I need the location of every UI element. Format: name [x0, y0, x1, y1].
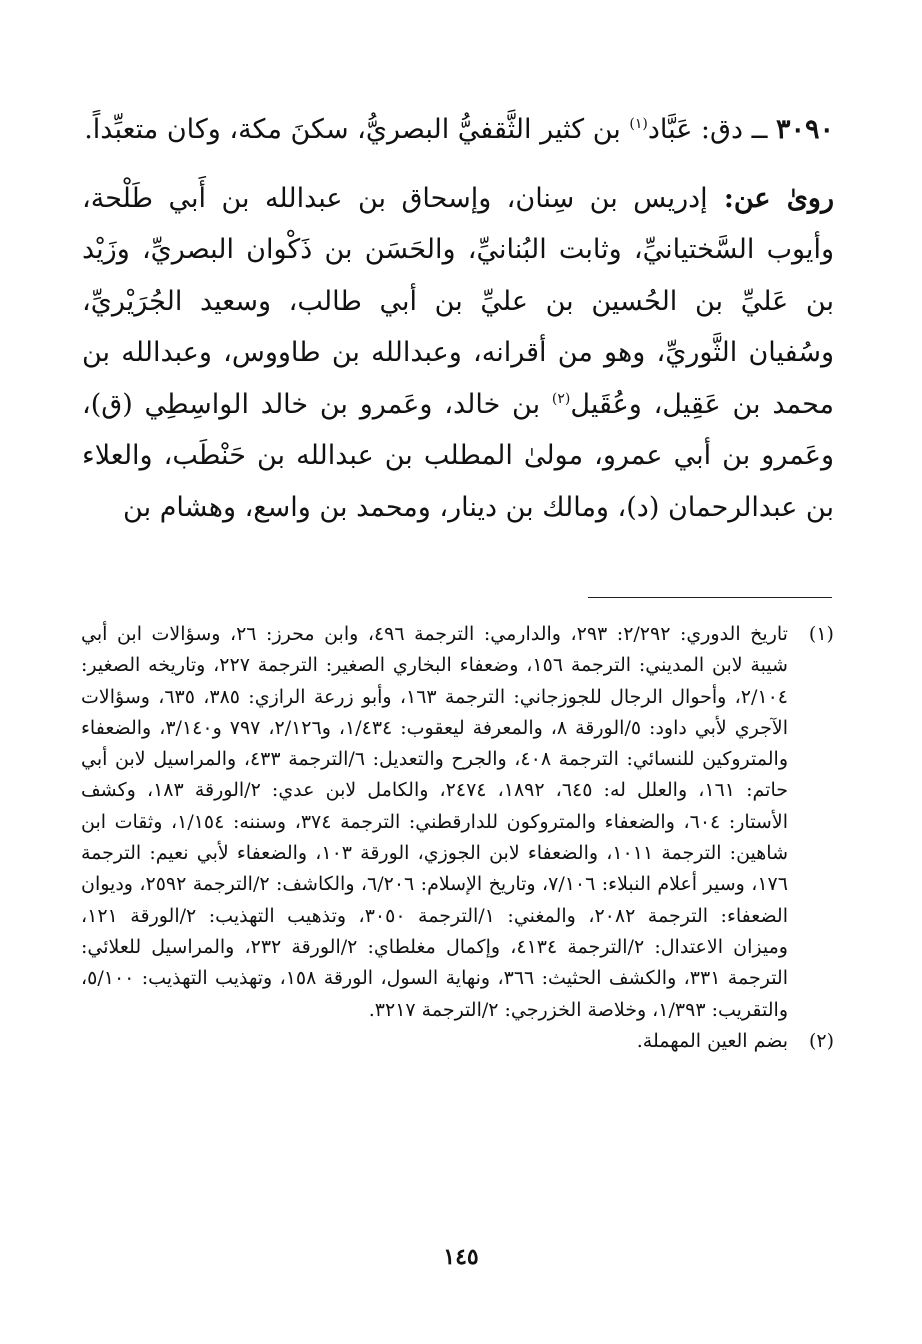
footnote-separator: [588, 597, 832, 598]
entry-heading-text: ــ دق: عَبَّاد: [647, 114, 776, 145]
narrated-from-paragraph: [82, 173, 834, 534]
entry-paragraph: [82, 104, 834, 156]
footnote-1: [81, 619, 834, 1026]
narrated-from-label: روىٰ عن:: [707, 182, 835, 214]
footnote-reference-2[interactable]: (٢): [551, 390, 571, 407]
footnote-2: [81, 1026, 834, 1057]
footnote-reference-1[interactable]: (١): [629, 116, 648, 132]
footnote-2-marker: (٢): [808, 1029, 834, 1052]
narrated-from-list-part2: بن خالد، وعَمرو بن خالد الواسِطِي (ق)، وعَمرو بن أبي عمرو، مولىٰ المطلب بن عبدالله بن حَنْطَب، والعلاء بن عبدالرحمان (د)، ومالك بن دينار، ومحمد بن واسع، وهشام بن: [82, 388, 834, 523]
footnote-2-text: بضم العين المهملة.: [636, 1029, 788, 1052]
footnote-1-text: تاريخ الدوري: ٢/٢٩٢: ٢٩٣، والدارمي: الترجمة ٤٩٦، وابن محرز: ٢٦، وسؤالات ابن أبي شيبة لابن المديني: الترجمة ١٥٦، وضعفاء البخاري الصغير: الترجمة ٢٢٧، وتاريخه الصغير: ٢/١٠٤، وأحوال الرجال للجوزجاني: الترجمة ١٦٣، وأبو زرعة الرازي: ٣٨٥، ٦٣٥، وسؤالات الآجري لأبي داود: ٥/الورقة ٨، والمعرفة ليعقوب: ١/٤٣٤، و٢/١٢٦، ٧٩٧ و٣/١٤٠، والضعفاء والمتروكين للنسائي: الترجمة ٤٠٨، والجرح والتعديل: ٦/الترجمة ٤٣٣، والمراسيل لابن أبي حاتم: ١٦١، والعلل له: ٦٤٥، ١٨٩٢، ٢٤٧٤، والكامل لابن عدي: ٢/الورقة ١٨٣، وكشف الأستار: ٦٠٤، والضعفاء والمتروكون للدارقطني: الترجمة ٣٧٤، وسننه: ١/١٥٤، وثقات ابن شاهين: الترجمة ١٠١١، والضعفاء لابن الجوزي، الورقة ١٠٣، والضعفاء لأبي نعيم: الترجمة ١٧٦، وسير أعلام النبلاء: ٧/١٠٦، وتاريخ الإسلام: ٦/٢٠٦، والكاشف: ٢/الترجمة ٢٥٩٢، وديوان الضعفاء: الترجمة ٢٠٨٢، والمغني: ١/الترجمة ٣٠٥٠، وتذهيب التهذيب: ٢/الورقة ١٢١، وميزان الاعتدال: ٢/الترجمة ٤١٣٤، وإكمال مغلطاي: ٢/الورقة ٢٣٢، والمراسيل للعلائي: الترجمة ٣٣١، والكشف الحثيث: ٣٦٦، ونهاية السول، الورقة ١٥٨، وتهذيب التهذيب: ٥/١٠٠، والتقريب: ١/٣٩٣، وخلاصة الخزرجي: ٢/الترجمة ٣٢١٧.: [81, 623, 789, 1021]
footnotes-section: [81, 619, 834, 1057]
page-number: ١٤٥: [443, 1244, 479, 1270]
footnote-1-marker: (١): [808, 623, 834, 645]
narrated-from-list-part1: إدريس بن سِنان، وإسحاق بن عبدالله بن أَبي طَلْحة، وأيوب السَّختيانيِّ، وثابت البُنانيِّ، والحَسَن بن ذَكْوان البصريِّ، وزَيْد بن عَليِّ بن الحُسين بن عليِّ بن أبي طالب، وسعيد الجُرَيْريِّ، وسُفيان الثَّوريِّ، وهو من أقرانه، وعبدالله بن طاووس، وعبدالله بن محمد بن عَقِيل، وعُقَيل: [82, 182, 834, 420]
entry-description: بن كثير الثَّقفيُّ البصريُّ، سكنَ مكة، وكان متعبِّداً.: [84, 114, 630, 145]
main-text-body: [82, 104, 834, 533]
entry-number: ٣٠٩٠: [775, 114, 834, 145]
